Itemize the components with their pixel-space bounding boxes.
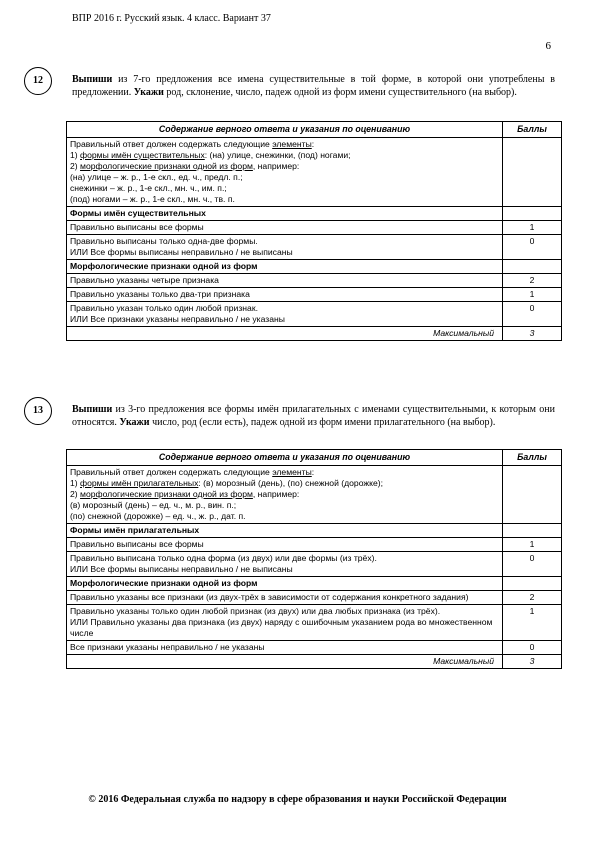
page-footer: © 2016 Федеральная служба по надзору в сфере образования и науки Российской Федерации xyxy=(88,794,507,805)
answer-text: Правильный ответ должен содержать следующие xyxy=(70,467,273,477)
max-score-value: 3 xyxy=(503,655,562,669)
question-text xyxy=(72,73,555,99)
criteria-score: 0 xyxy=(503,552,562,577)
answer-text-underlined: элементы xyxy=(272,139,312,149)
answer-line: (в) морозный (день) – ед. ч., м. р., вин. п.; xyxy=(70,500,237,510)
answer-text: 2) xyxy=(70,161,81,171)
task-verb: Укажи xyxy=(133,87,164,98)
task-verb: Выпиши xyxy=(72,404,113,415)
column-header-content: Содержание верного ответа и указания по оцениванию xyxy=(67,122,503,138)
section-title: Формы имён прилагательных xyxy=(67,524,503,538)
section-title: Формы имён существительных xyxy=(67,207,503,221)
criteria-text: ИЛИ Правильно указаны два признака (из двух) наряду с ошибочным указанием рода во множественном числе xyxy=(70,617,493,638)
answer-text: Правильный ответ должен содержать следующие xyxy=(70,139,273,149)
criteria-text: ИЛИ Все формы выписаны неправильно / не выписаны xyxy=(70,247,293,257)
column-header-score: Баллы xyxy=(503,450,562,466)
scoring-table xyxy=(66,121,562,341)
max-score-row xyxy=(67,327,562,341)
answer-text: : (на) улице, снежинки, (под) ногами; xyxy=(204,150,351,160)
page-number: 6 xyxy=(545,40,551,52)
answer-text: : xyxy=(311,139,315,149)
answer-line: снежинки – ж. р., 1-е скл., мн. ч., им. п.; xyxy=(70,183,227,193)
criteria-text: Правильно указан только один любой признак. xyxy=(70,303,258,313)
criteria-text: Правильно указаны все признаки (из двух-трёх в зависимости от содержания конкретного задания) xyxy=(67,591,503,605)
section-title: Морфологические признаки одной из форм xyxy=(67,260,503,274)
section-row xyxy=(67,524,562,538)
criteria-row xyxy=(67,274,562,288)
criteria-row xyxy=(67,552,562,577)
answer-text-underlined: формы имён прилагательных xyxy=(80,478,199,488)
criteria-row xyxy=(67,605,562,641)
column-header-content: Содержание верного ответа и указания по оцениванию xyxy=(67,450,503,466)
criteria-row xyxy=(67,235,562,260)
criteria-text: ИЛИ Все формы выписаны неправильно / не выписаны xyxy=(70,564,293,574)
answer-text: 1) xyxy=(70,478,81,488)
question-number-badge: 13 xyxy=(24,397,52,425)
max-score-label: Максимальный xyxy=(67,327,503,341)
answer-row xyxy=(67,138,562,207)
criteria-row xyxy=(67,591,562,605)
answer-text: , например: xyxy=(252,161,300,171)
max-score-value: 3 xyxy=(503,327,562,341)
criteria-text: Правильно указаны только один любой признак (из двух) или два любых признака (из трёх). xyxy=(70,606,441,616)
section-title: Морфологические признаки одной из форм xyxy=(67,577,503,591)
section-row xyxy=(67,260,562,274)
criteria-text: ИЛИ Все признаки указаны неправильно / не указаны xyxy=(70,314,285,324)
answer-line: (по) снежной (дорожке) – ед. ч., ж. р., дат. п. xyxy=(70,511,246,521)
criteria-text: Правильно выписаны только одна-две формы. xyxy=(70,236,258,246)
task-text: из 7-го предложения все имена существительные в той форме, в которой они употреблены в предложении. xyxy=(72,74,555,98)
task-text: из 3-го предложения все формы имён прилагательных с именами существительными, к которым они относятся. xyxy=(72,404,555,428)
criteria-row xyxy=(67,221,562,235)
criteria-text: Правильно указаны только два-три признака xyxy=(67,288,503,302)
answer-row xyxy=(67,466,562,524)
section-row xyxy=(67,577,562,591)
criteria-text: Правильно указаны четыре признака xyxy=(67,274,503,288)
criteria-score: 1 xyxy=(503,605,562,641)
criteria-score: 2 xyxy=(503,274,562,288)
question-number-badge: 12 xyxy=(24,67,52,95)
criteria-score: 0 xyxy=(503,302,562,327)
task-text: число, род (если есть), падеж одной из форм имени прилагательного (на выбор). xyxy=(149,417,496,428)
criteria-text: Правильно выписаны все формы xyxy=(67,538,503,552)
criteria-score: 1 xyxy=(503,288,562,302)
answer-line: (под) ногами – ж. р., 1-е скл., мн. ч., тв. п. xyxy=(70,194,235,204)
answer-text-underlined: морфологические признаки одной из форм xyxy=(80,489,253,499)
task-verb: Выпиши xyxy=(72,74,113,85)
column-header-score: Баллы xyxy=(503,122,562,138)
criteria-text: Правильно выписаны все формы xyxy=(67,221,503,235)
criteria-score: 0 xyxy=(503,235,562,260)
max-score-row xyxy=(67,655,562,669)
answer-text: 2) xyxy=(70,489,81,499)
answer-text: : xyxy=(311,467,315,477)
max-score-label: Максимальный xyxy=(67,655,503,669)
page-header: ВПР 2016 г. Русский язык. 4 класс. Вариант 37 xyxy=(72,13,271,24)
answer-text-underlined: формы имён существительных xyxy=(80,150,205,160)
criteria-score: 2 xyxy=(503,591,562,605)
criteria-score: 1 xyxy=(503,221,562,235)
criteria-text: Правильно выписана только одна форма (из двух) или две формы (из трёх). xyxy=(70,553,377,563)
criteria-row xyxy=(67,538,562,552)
answer-text-underlined: морфологические признаки одной из форм xyxy=(80,161,253,171)
answer-text-underlined: элементы xyxy=(272,467,312,477)
criteria-score: 1 xyxy=(503,538,562,552)
criteria-text: Все признаки указаны неправильно / не указаны xyxy=(67,641,503,655)
section-row xyxy=(67,207,562,221)
criteria-row xyxy=(67,302,562,327)
task-text: род, склонение, число, падеж одной из форм имени существительного (на выбор). xyxy=(163,87,517,98)
answer-text: : (в) морозный (день), (по) снежной (дорожке); xyxy=(198,478,384,488)
scoring-table xyxy=(66,449,562,669)
criteria-row xyxy=(67,641,562,655)
answer-text: 1) xyxy=(70,150,81,160)
task-verb: Укажи xyxy=(119,417,150,428)
criteria-score: 0 xyxy=(503,641,562,655)
criteria-row xyxy=(67,288,562,302)
question-text xyxy=(72,403,555,429)
answer-text: , например: xyxy=(252,489,300,499)
answer-line: (на) улице – ж. р., 1-е скл., ед. ч., предл. п.; xyxy=(70,172,243,182)
